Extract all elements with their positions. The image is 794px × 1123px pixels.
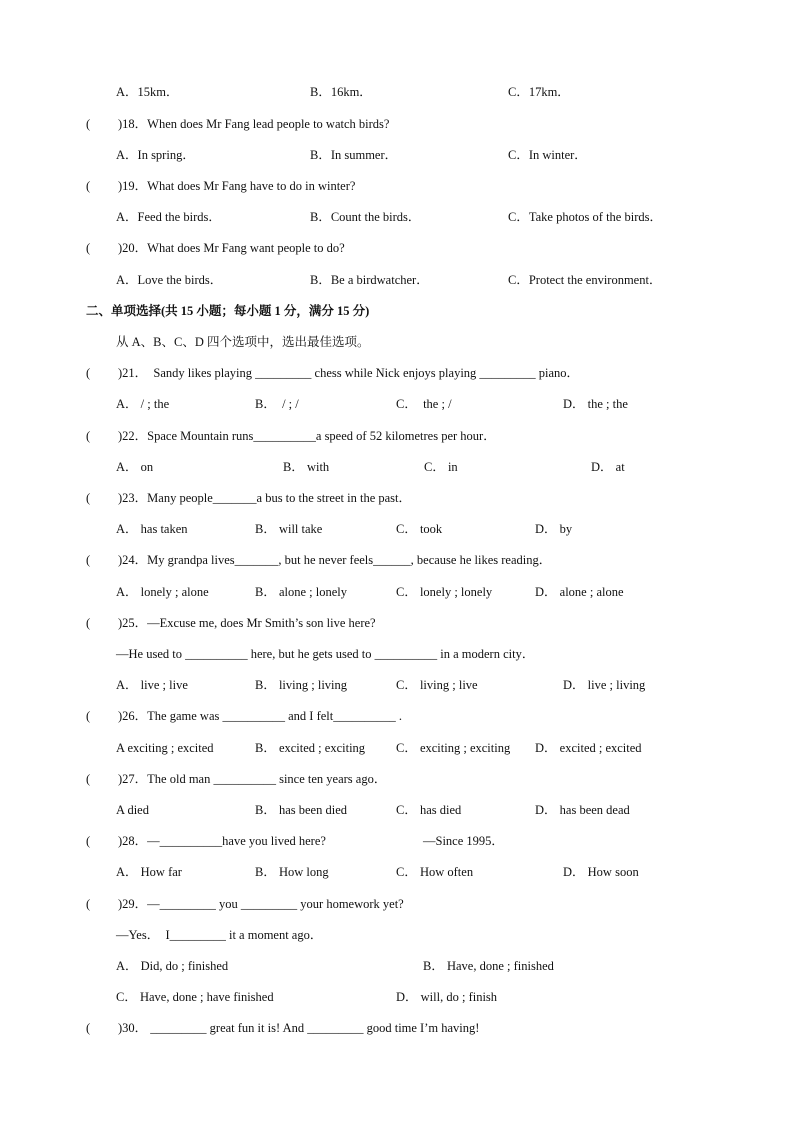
question-23: )23．Many people_______a bus to the street in the past． (118, 491, 411, 505)
q22-option-a: A． on (116, 460, 154, 474)
q22-option-b: B． with (283, 460, 330, 474)
q26-option-d: D． excited ; excited (535, 741, 642, 755)
q24-option-b: B． alone ; lonely (255, 585, 347, 599)
question-19: )19．What does Mr Fang have to do in winter? (118, 179, 356, 193)
q28-option-a: A． How far (116, 865, 182, 879)
q19-option-a: A．Feed the birds． (116, 210, 221, 224)
q21-option-a: A． / ; the (116, 397, 170, 411)
q23-option-c: C． took (396, 522, 443, 536)
question-29: )29．—_________ you _________ your homework yet? (118, 897, 404, 911)
q21-option-b: B． / ; / (255, 397, 299, 411)
q18-option-a: A．In spring． (116, 148, 195, 162)
q26-option-a: A exciting ; excited (116, 741, 214, 755)
q20-option-b: B．Be a birdwatcher． (310, 273, 429, 287)
q17-option-b: B．16km． (310, 85, 372, 99)
question-29-reply: —Yes． I_________ it a moment ago． (116, 928, 323, 942)
q27-option-d: D． has been dead (535, 803, 630, 817)
q20-option-a: A．Love the birds． (116, 273, 223, 287)
q24-option-d: D． alone ; alone (535, 585, 624, 599)
answer-paren: ( (86, 897, 91, 911)
question-27: )27．The old man __________ since ten years ago． (118, 772, 387, 786)
q27-option-c: C． has died (396, 803, 462, 817)
q22-option-d: D． at (591, 460, 625, 474)
q18-option-b: B．In summer． (310, 148, 398, 162)
section-instruction: 从 A、B、C、D 四个选项中，选出最佳选项。 (116, 335, 370, 349)
answer-paren: ( (86, 179, 91, 193)
q29-option-a: A． Did, do ; finished (116, 959, 229, 973)
question-21: )21． Sandy likes playing _________ chess while Nick enjoys playing _________ piano． (118, 366, 580, 380)
question-18: )18．When does Mr Fang lead people to watch birds? (118, 117, 390, 131)
question-24: )24．My grandpa lives_______, but he never feels______, because he likes reading． (118, 553, 552, 567)
q25-option-a: A． live ; live (116, 678, 188, 692)
q24-option-a: A． lonely ; alone (116, 585, 209, 599)
question-28: )28．—__________have you lived here? (118, 834, 326, 848)
q19-option-c: C．Take photos of the birds． (508, 210, 662, 224)
q29-option-c: C． Have, done ; have finished (116, 990, 274, 1004)
q26-option-c: C． exciting ; exciting (396, 741, 511, 755)
q17-option-a: A．15km． (116, 85, 179, 99)
q23-option-a: A． has taken (116, 522, 188, 536)
q27-option-a: A died (116, 803, 149, 817)
q25-option-b: B． living ; living (255, 678, 348, 692)
q29-option-d: D． will, do ; finish (396, 990, 498, 1004)
answer-paren: ( (86, 1021, 91, 1035)
q29-option-b: B． Have, done ; finished (423, 959, 554, 973)
question-25: )25．—Excuse me, does Mr Smith’s son live here? (118, 616, 376, 630)
q17-option-c: C．17km． (508, 85, 570, 99)
answer-paren: ( (86, 117, 91, 131)
question-22: )22．Space Mountain runs__________a speed of 52 kilometres per hour． (118, 429, 496, 443)
q25-option-d: D． live ; living (563, 678, 646, 692)
answer-paren: ( (86, 366, 91, 380)
q22-option-c: C． in (424, 460, 458, 474)
answer-paren: ( (86, 241, 91, 255)
question-20: )20．What does Mr Fang want people to do? (118, 241, 345, 255)
answer-paren: ( (86, 491, 91, 505)
q28-option-d: D． How soon (563, 865, 639, 879)
answer-paren: ( (86, 834, 91, 848)
q20-option-c: C．Protect the environment． (508, 273, 662, 287)
answer-paren: ( (86, 616, 91, 630)
q27-option-b: B． has been died (255, 803, 347, 817)
q19-option-b: B．Count the birds． (310, 210, 421, 224)
question-30: )30． _________ great fun it is! And _________ good time I’m having! (118, 1021, 480, 1035)
q23-option-d: D． by (535, 522, 573, 536)
q26-option-b: B． excited ; exciting (255, 741, 366, 755)
q24-option-c: C． lonely ; lonely (396, 585, 493, 599)
question-25-reply: —He used to __________ here, but he gets used to __________ in a modern city． (116, 647, 535, 661)
q25-option-c: C． living ; live (396, 678, 478, 692)
answer-paren: ( (86, 772, 91, 786)
answer-paren: ( (86, 553, 91, 567)
q21-option-c: C． the ; / (396, 397, 452, 411)
q23-option-b: B． will take (255, 522, 323, 536)
q18-option-c: C．In winter． (508, 148, 587, 162)
q28-option-c: C． How often (396, 865, 474, 879)
section-title: 二、单项选择(共 15 小题；每小题 1 分，满分 15 分) (86, 304, 370, 318)
question-28-answer: —Since 1995． (423, 834, 504, 848)
q28-option-b: B． How long (255, 865, 329, 879)
answer-paren: ( (86, 709, 91, 723)
answer-paren: ( (86, 429, 91, 443)
question-26: )26．The game was __________ and I felt__________ . (118, 709, 402, 723)
q21-option-d: D． the ; the (563, 397, 628, 411)
